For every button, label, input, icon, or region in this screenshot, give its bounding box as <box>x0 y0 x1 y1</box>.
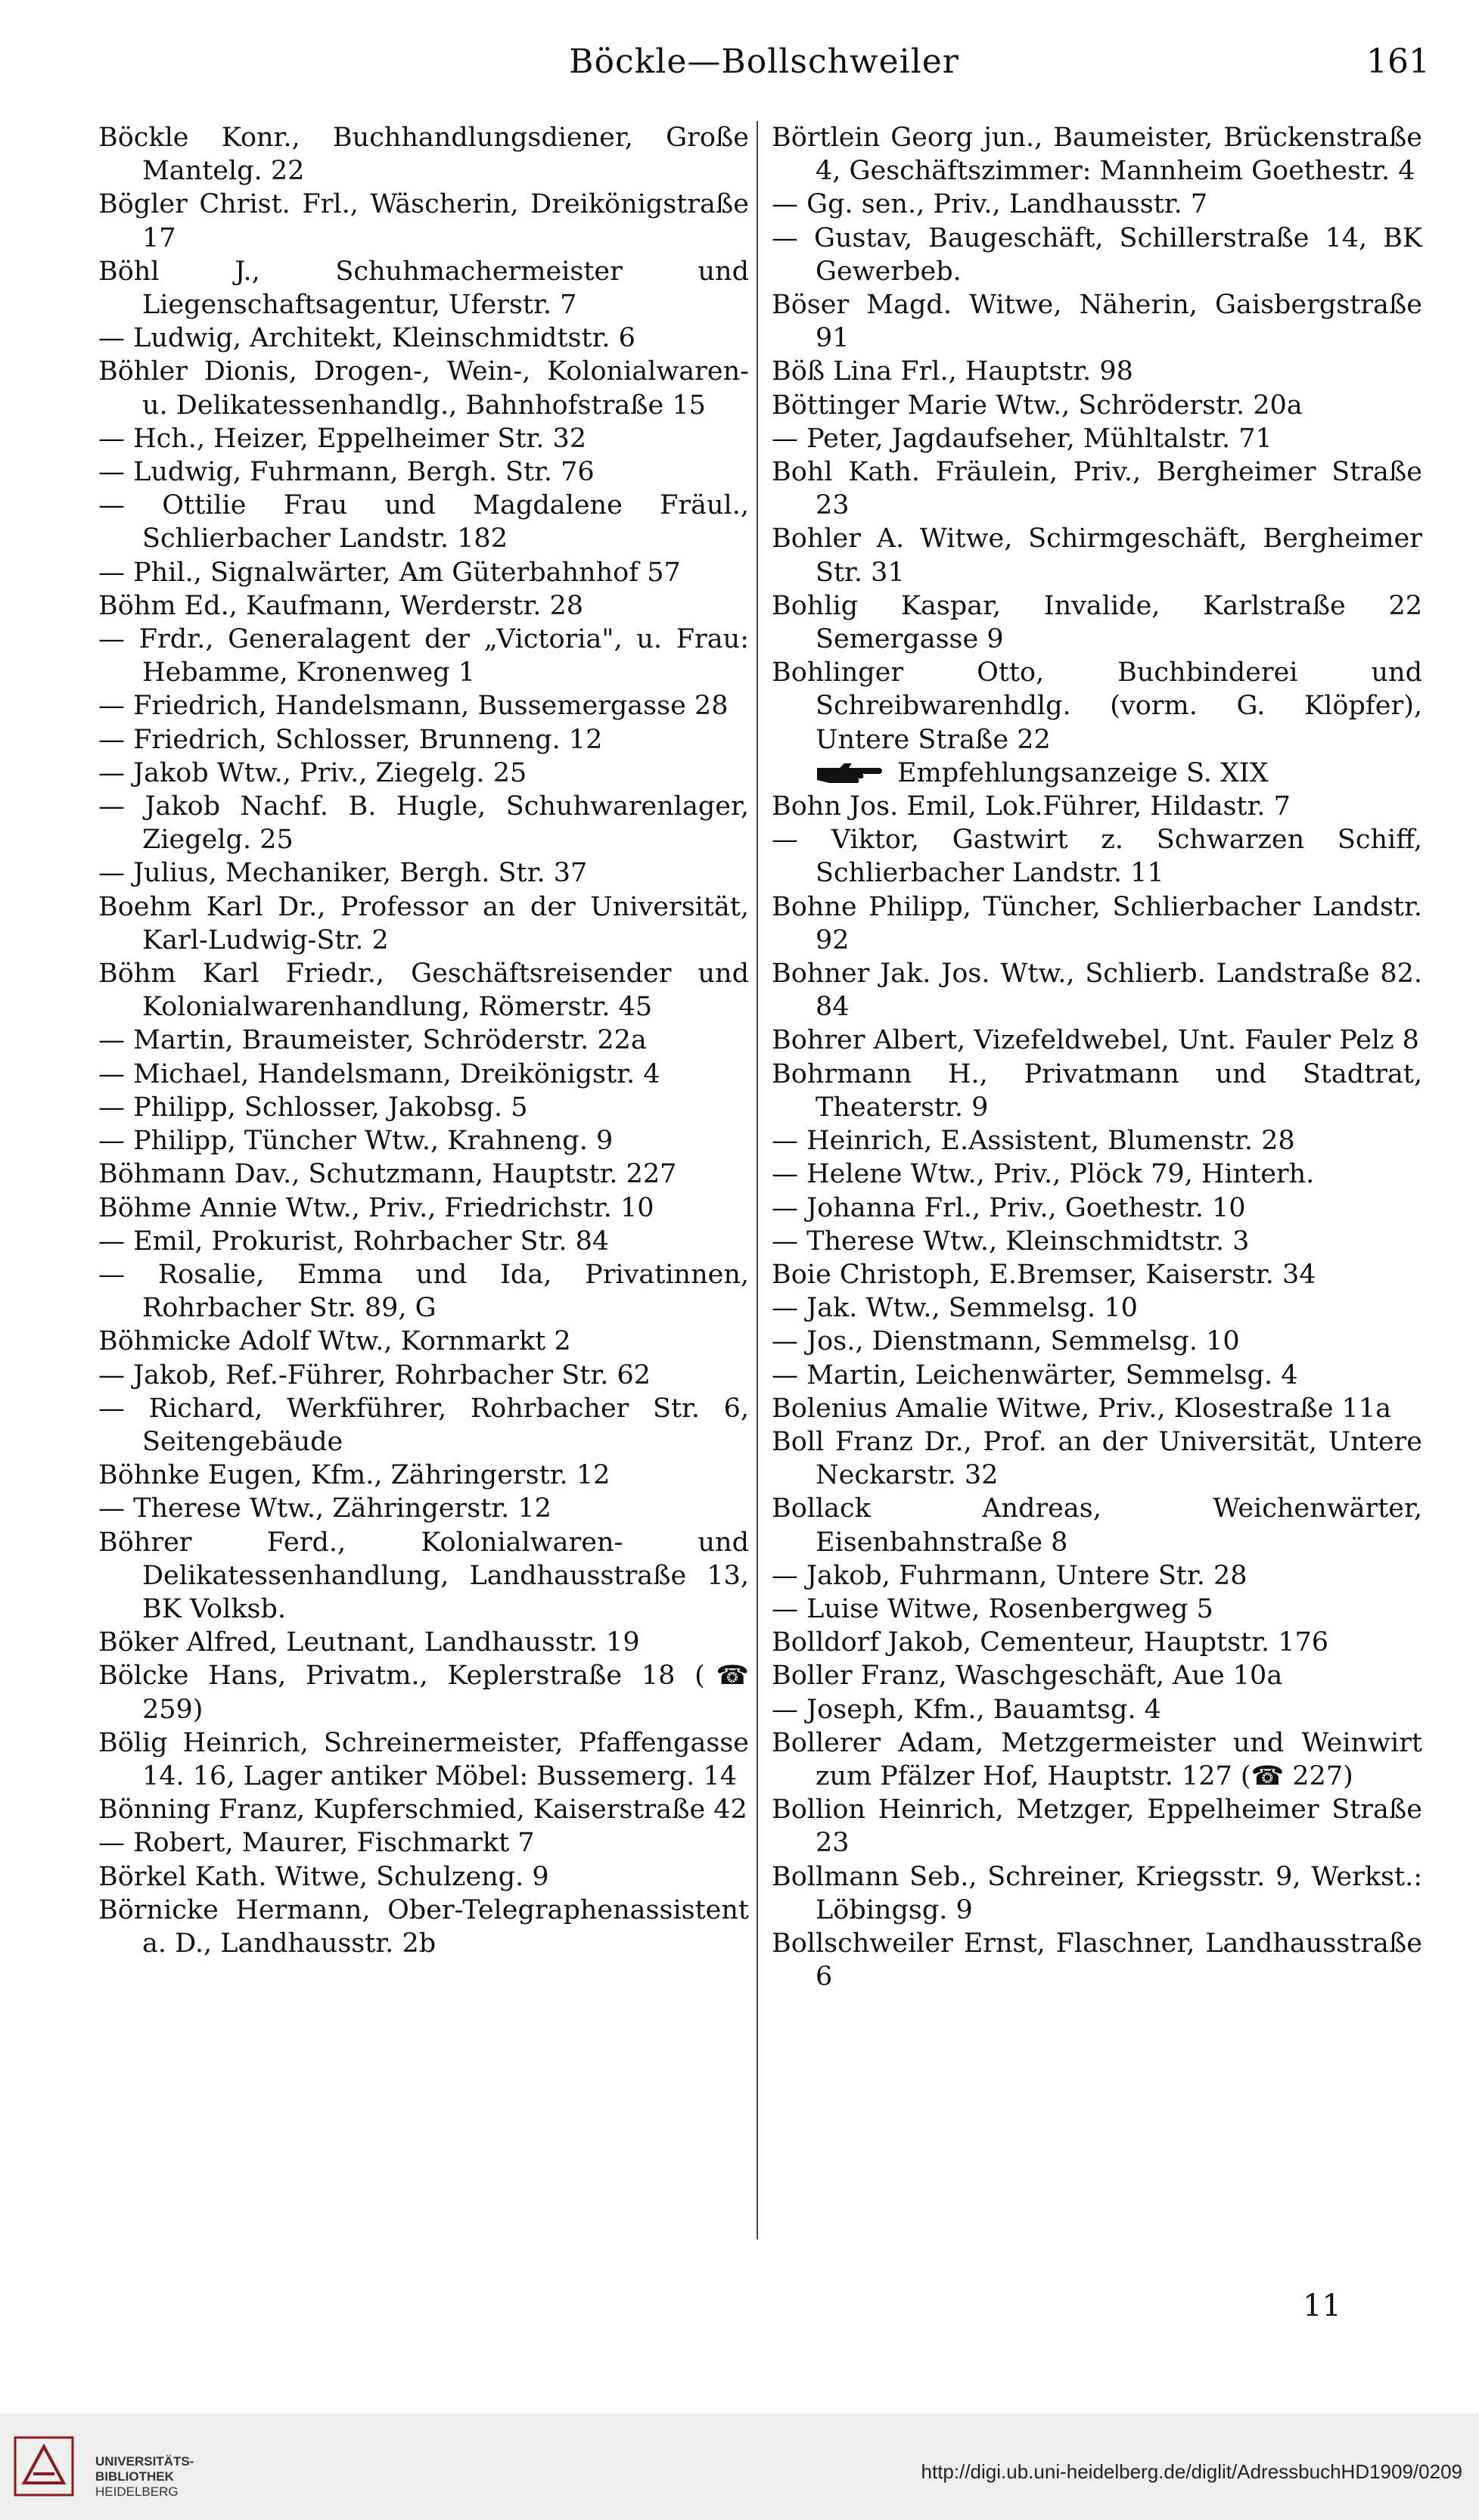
logo-line: UNIVERSITÄTS- <box>95 2454 194 2469</box>
logo-line: BIBLIOTHEK <box>95 2469 174 2484</box>
directory-entry: Boie Christoph, E.Bremser, Kaiserstr. 34 <box>772 1259 1316 1290</box>
directory-entry: Bollschweiler Ernst, Flaschner, Landhausstraße 6 <box>772 1928 1422 1993</box>
directory-entry: — Phil., Signalwärter, Am Güterbahnhof 57 <box>98 557 681 588</box>
directory-entry: Böhme Annie Wtw., Priv., Friedrichstr. 10 <box>98 1192 654 1223</box>
directory-entry: Bollerer Adam, Metzgermeister und Weinwirt zum Pfälzer Hof, Hauptstr. 127 (☎ 227) <box>772 1727 1422 1791</box>
column-divider <box>757 121 758 2239</box>
directory-entry: — Ludwig, Fuhrmann, Bergh. Str. 76 <box>98 457 595 488</box>
directory-entry: Bollion Heinrich, Metzger, Eppelheimer Straße 23 <box>772 1794 1422 1859</box>
directory-entry: — Viktor, Gastwirt z. Schwarzen Schiff, Schlierbacher Landstr. 11 <box>772 825 1422 889</box>
directory-entry: — Friedrich, Schlosser, Brunneng. 12 <box>98 724 603 755</box>
directory-entry: Böckle Konr., Buchhandlungsdiener, Große Mantelg. 22 <box>98 123 749 187</box>
directory-entry: Bollmann Seb., Schreiner, Kriegsstr. 9, Werkst.: Löbingsg. 9 <box>772 1861 1422 1925</box>
directory-entry: Böhl J., Schuhmachermeister und Liegenschaftsagentur, Uferstr. 7 <box>98 256 749 321</box>
directory-entry: Böser Magd. Witwe, Näherin, Gaisbergstraße 91 <box>772 290 1422 354</box>
directory-entry: — Martin, Braumeister, Schröderstr. 22a <box>98 1025 647 1056</box>
directory-entry: Bögler Christ. Frl., Wäscherin, Dreikönigstraße 17 <box>98 189 749 253</box>
directory-entry: Böhmicke Adolf Wtw., Kornmarkt 2 <box>98 1326 571 1357</box>
directory-entry: — Ludwig, Architekt, Kleinschmidtstr. 6 <box>98 323 635 354</box>
directory-entry: Börtlein Georg jun., Baumeister, Brückenstraße 4, Geschäftszimmer: Mannheim Goethestr. 4 <box>772 123 1422 187</box>
directory-entry: — Jak. Wtw., Semmelsg. 10 <box>772 1293 1138 1324</box>
footer-bar <box>0 2413 1479 2520</box>
directory-entry: — Robert, Maurer, Fischmarkt 7 <box>98 1828 535 1859</box>
library-seal-icon <box>14 2436 74 2497</box>
directory-entry: Bohrmann H., Privatmann und Stadtrat, Theaterstr. 9 <box>772 1058 1422 1123</box>
directory-entry: Böhm Karl Friedr., Geschäftsreisender und Kolonialwarenhandlung, Römerstr. 45 <box>98 959 749 1023</box>
directory-entry: Bölcke Hans, Privatm., Keplerstraße 18 (☎ 259) <box>98 1661 749 1725</box>
directory-entry: — Luise Witwe, Rosenbergweg 5 <box>772 1593 1213 1624</box>
directory-entry: — Therese Wtw., Kleinschmidtstr. 3 <box>772 1226 1250 1257</box>
page-header <box>98 36 1430 89</box>
left-column <box>98 121 749 1960</box>
directory-entry: — Martin, Leichenwärter, Semmelsg. 4 <box>772 1359 1298 1391</box>
directory-entry: — Jos., Dienstmann, Semmelsg. 10 <box>772 1326 1240 1357</box>
directory-entry: — Philipp, Tüncher Wtw., Krahneng. 9 <box>98 1126 614 1157</box>
library-logo[interactable] <box>14 2433 195 2506</box>
directory-entry: Böß Lina Frl., Hauptstr. 98 <box>772 356 1133 387</box>
directory-entry: Böhnke Eugen, Kfm., Zähringerstr. 12 <box>98 1460 611 1491</box>
right-column <box>772 121 1422 1993</box>
directory-entry: Bölig Heinrich, Schreinermeister, Pfaffengasse 14. 16, Lager antiker Möbel: Bussemerg. 14 <box>98 1727 749 1791</box>
directory-entry: — Gg. sen., Priv., Landhausstr. 7 <box>772 189 1208 220</box>
directory-entry: Bohlinger Otto, Buchbinderei und Schreibwarenhdlg. (vorm. G. Klöpfer), Untere Straße 22 <box>772 657 1422 755</box>
directory-entry: Boll Franz Dr., Prof. an der Universität, Untere Neckarstr. 32 <box>772 1426 1422 1491</box>
advertisement-label: Empfehlungsanzeige S. XIX <box>897 757 1269 788</box>
directory-entry: — Johanna Frl., Priv., Goethestr. 10 <box>772 1192 1246 1223</box>
source-url[interactable]: http://digi.ub.uni-heidelberg.de/diglit/AdressbuchHD1909/0209 <box>921 2460 1462 2483</box>
directory-entry: Bohne Philipp, Tüncher, Schlierbacher Landstr. 92 <box>772 891 1422 955</box>
directory-entry: Bohrer Albert, Vizefeldwebel, Unt. Fauler Pelz 8 <box>772 1025 1419 1056</box>
directory-entry: Böhrer Ferd., Kolonialwaren- und Delikatessenhandlung, Landhausstraße 13, BK Volksb. <box>98 1527 749 1624</box>
directory-entry: Bohl Kath. Fräulein, Priv., Bergheimer Straße 23 <box>772 457 1422 521</box>
pointing-hand-icon <box>816 762 884 785</box>
directory-entry: — Julius, Mechaniker, Bergh. Str. 37 <box>98 858 588 889</box>
directory-entry: Bohlig Kaspar, Invalide, Karlstraße 22 Semergasse 9 <box>772 590 1422 655</box>
directory-entry: Börkel Kath. Witwe, Schulzeng. 9 <box>98 1861 549 1892</box>
directory-entry: — Joseph, Kfm., Bauamtsg. 4 <box>772 1694 1161 1725</box>
directory-entry: Bohler A. Witwe, Schirmgeschäft, Bergheimer Str. 31 <box>772 524 1422 588</box>
directory-entry: — Frdr., Generalagent der „Victoria", u. Frau: Hebamme, Kronenweg 1 <box>98 624 749 688</box>
directory-entry: Böhm Ed., Kaufmann, Werderstr. 28 <box>98 590 583 621</box>
directory-entry: Böttinger Marie Wtw., Schröderstr. 20a <box>772 390 1303 421</box>
logo-line: HEIDELBERG <box>95 2484 179 2499</box>
directory-entry: Bönning Franz, Kupferschmied, Kaiserstraße 42 <box>98 1794 747 1826</box>
directory-entry: — Michael, Handelsmann, Dreikönigstr. 4 <box>98 1058 660 1089</box>
directory-entry: — Rosalie, Emma und Ida, Privatinnen, Rohrbacher Str. 89, G <box>98 1259 749 1324</box>
directory-entry: Bohner Jak. Jos. Wtw., Schlierb. Landstraße 82. 84 <box>772 959 1422 1023</box>
running-title: Böckle—Bollschweiler <box>569 42 959 81</box>
directory-entry: — Helene Wtw., Priv., Plöck 79, Hinterh. <box>772 1159 1315 1190</box>
directory-entry: — Heinrich, E.Assistent, Blumenstr. 28 <box>772 1126 1295 1157</box>
page-number: 161 <box>1366 42 1430 81</box>
directory-entry: — Philipp, Schlosser, Jakobsg. 5 <box>98 1092 528 1123</box>
directory-entry: — Peter, Jagdaufseher, Mühltalstr. 71 <box>772 423 1272 454</box>
directory-entry: — Jakob, Ref.-Führer, Rohrbacher Str. 62 <box>98 1359 651 1391</box>
directory-entry: Bollack Andreas, Weichenwärter, Eisenbahnstraße 8 <box>772 1493 1422 1558</box>
directory-entry: — Hch., Heizer, Eppelheimer Str. 32 <box>98 423 587 454</box>
library-logo-text <box>95 2454 194 2500</box>
directory-entry: Bolldorf Jakob, Cementeur, Hauptstr. 176 <box>772 1627 1329 1658</box>
directory-entry: Böhler Dionis, Drogen-, Wein-, Kolonialwaren- u. Delikatessenhandlg., Bahnhofstraße 15 <box>98 356 749 421</box>
directory-entry: Börnicke Hermann, Ober-Telegraphenassistent a. D., Landhausstr. 2b <box>98 1894 749 1959</box>
directory-entry: Boehm Karl Dr., Professor an der Universität, Karl-Ludwig-Str. 2 <box>98 891 749 955</box>
directory-entry: — Therese Wtw., Zähringerstr. 12 <box>98 1493 552 1524</box>
directory-entry: — Jakob Nachf. B. Hugle, Schuhwarenlager, Ziegelg. 25 <box>98 791 749 856</box>
directory-entry: Bohn Jos. Emil, Lok.Führer, Hildastr. 7 <box>772 791 1291 822</box>
signature-mark: 11 <box>1303 2289 1341 2323</box>
directory-entry: — Friedrich, Handelsmann, Bussemergasse 28 <box>98 691 729 722</box>
directory-entry: — Richard, Werkführer, Rohrbacher Str. 6, Seitengebäude <box>98 1393 749 1457</box>
directory-entry: Böker Alfred, Leutnant, Landhausstr. 19 <box>98 1627 640 1658</box>
directory-entry: — Gustav, Baugeschäft, Schillerstraße 14, BK Gewerbeb. <box>772 222 1422 287</box>
directory-entry: — Jakob, Fuhrmann, Untere Str. 28 <box>772 1560 1248 1591</box>
directory-entry: Boller Franz, Waschgeschäft, Aue 10a <box>772 1661 1283 1692</box>
directory-entry: — Jakob Wtw., Priv., Ziegelg. 25 <box>98 757 527 788</box>
directory-entry: Bolenius Amalie Witwe, Priv., Klosestraße 11a <box>772 1393 1391 1424</box>
directory-entry: — Emil, Prokurist, Rohrbacher Str. 84 <box>98 1226 610 1257</box>
advertisement-reference <box>772 757 1422 790</box>
directory-entry: Böhmann Dav., Schutzmann, Hauptstr. 227 <box>98 1159 677 1190</box>
directory-entry: — Ottilie Frau und Magdalene Fräul., Schlierbacher Landstr. 182 <box>98 490 749 555</box>
